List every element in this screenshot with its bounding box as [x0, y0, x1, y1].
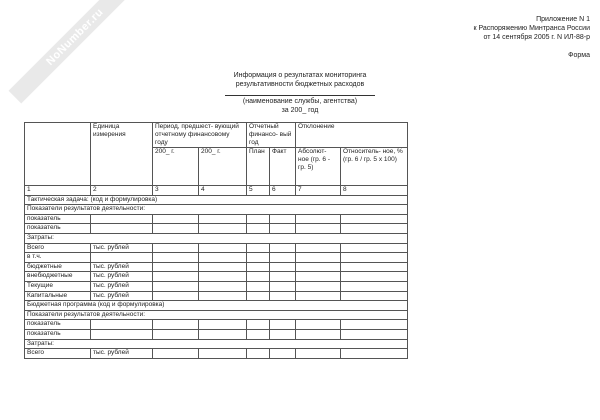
appendix-reference: [473, 15, 590, 42]
row-unit: [91, 329, 153, 339]
col-num: 2: [91, 186, 153, 196]
header-relative: Относитель- ное, % (гр. 6 / гр. 5 x 100): [341, 148, 408, 186]
value-cell[interactable]: [341, 243, 408, 253]
section-row: [25, 339, 408, 349]
value-cell[interactable]: [270, 272, 296, 282]
value-cell[interactable]: [247, 320, 270, 330]
value-cell[interactable]: [247, 272, 270, 282]
value-cell[interactable]: [247, 329, 270, 339]
table-row: [25, 224, 408, 234]
agency-name-blank: [225, 95, 375, 96]
column-number-row: [25, 186, 408, 196]
value-cell[interactable]: [341, 349, 408, 359]
value-cell[interactable]: [296, 349, 341, 359]
value-cell[interactable]: [153, 253, 199, 263]
value-cell[interactable]: [199, 224, 247, 234]
value-cell[interactable]: [270, 214, 296, 224]
row-label: показатель: [25, 329, 91, 339]
row-label: показатель: [25, 320, 91, 330]
monitoring-table: [24, 122, 408, 359]
value-cell[interactable]: [341, 320, 408, 330]
value-cell[interactable]: [270, 349, 296, 359]
value-cell[interactable]: [199, 214, 247, 224]
value-cell[interactable]: [199, 253, 247, 263]
year-line: за 200_ год: [281, 107, 319, 114]
value-cell[interactable]: [199, 320, 247, 330]
table-row: [25, 272, 408, 282]
document-title: [200, 71, 400, 89]
section-row: [25, 301, 408, 311]
value-cell[interactable]: [199, 243, 247, 253]
header-fact: Факт: [270, 148, 296, 186]
col-num: 3: [153, 186, 199, 196]
value-cell[interactable]: [296, 243, 341, 253]
value-cell[interactable]: [153, 320, 199, 330]
value-cell[interactable]: [341, 262, 408, 272]
value-cell[interactable]: [270, 243, 296, 253]
value-cell[interactable]: [199, 291, 247, 301]
table-row: [25, 253, 408, 263]
value-cell[interactable]: [199, 262, 247, 272]
row-unit: тыс. рублей: [91, 291, 153, 301]
value-cell[interactable]: [153, 329, 199, 339]
value-cell[interactable]: [247, 349, 270, 359]
col-num: 6: [270, 186, 296, 196]
section-row: [25, 310, 408, 320]
row-unit: тыс. рублей: [91, 262, 153, 272]
row-label: бюджетные: [25, 262, 91, 272]
value-cell[interactable]: [270, 253, 296, 263]
section-label: Затраты:: [25, 339, 408, 349]
title-line: результативности бюджетных расходов: [235, 81, 365, 88]
table-row: [25, 349, 408, 359]
value-cell[interactable]: [153, 224, 199, 234]
value-cell[interactable]: [247, 214, 270, 224]
row-label: в т.ч.: [25, 253, 91, 263]
header-row: [25, 123, 408, 148]
form-label: Форма: [568, 52, 590, 59]
value-cell[interactable]: [341, 291, 408, 301]
value-cell[interactable]: [247, 291, 270, 301]
header-indicator: [25, 123, 91, 186]
value-cell[interactable]: [153, 349, 199, 359]
value-cell[interactable]: [247, 262, 270, 272]
header-absolute: Абсолют- ное (гр. 6 - гр. 5): [296, 148, 341, 186]
header-report-year: Отчетный финансо- вый год: [247, 123, 296, 148]
title-line: Информация о результатах мониторинга: [233, 72, 367, 79]
value-cell[interactable]: [296, 329, 341, 339]
header-unit: Единица измерения: [91, 123, 153, 186]
value-cell[interactable]: [153, 214, 199, 224]
value-cell[interactable]: [270, 320, 296, 330]
value-cell[interactable]: [153, 243, 199, 253]
value-cell[interactable]: [296, 224, 341, 234]
table-body: [25, 195, 408, 358]
table-row: [25, 320, 408, 330]
table-row: [25, 214, 408, 224]
value-cell[interactable]: [296, 214, 341, 224]
appendix-line: к Распоряжению Минтранса России: [473, 25, 590, 32]
section-row: [25, 205, 408, 215]
col-num: 7: [296, 186, 341, 196]
value-cell[interactable]: [296, 281, 341, 291]
row-unit: тыс. рублей: [91, 243, 153, 253]
value-cell[interactable]: [270, 291, 296, 301]
agency-caption: (наименование службы, агентства): [242, 98, 358, 105]
value-cell[interactable]: [270, 329, 296, 339]
watermark: NoNumber.ru: [9, 0, 142, 103]
value-cell[interactable]: [296, 253, 341, 263]
row-unit: [91, 224, 153, 234]
value-cell[interactable]: [270, 224, 296, 234]
table-row: [25, 262, 408, 272]
header-year2: 200_ г.: [199, 148, 247, 186]
row-label: Всего: [25, 243, 91, 253]
section-label: Показатели результатов деятельности:: [25, 205, 408, 215]
section-row: [25, 233, 408, 243]
section-label: Затраты:: [25, 233, 408, 243]
value-cell[interactable]: [341, 329, 408, 339]
value-cell[interactable]: [153, 272, 199, 282]
value-cell[interactable]: [199, 349, 247, 359]
row-label: Текущие: [25, 281, 91, 291]
table-row: [25, 243, 408, 253]
value-cell[interactable]: [341, 253, 408, 263]
value-cell[interactable]: [296, 262, 341, 272]
value-cell[interactable]: [247, 243, 270, 253]
row-unit: [91, 253, 153, 263]
value-cell[interactable]: [296, 320, 341, 330]
header-deviation: Отклонение: [296, 123, 408, 148]
appendix-line: Приложение N 1: [536, 16, 590, 23]
value-cell[interactable]: [199, 272, 247, 282]
row-unit: тыс. рублей: [91, 349, 153, 359]
row-label: Всего: [25, 349, 91, 359]
col-num: 8: [341, 186, 408, 196]
col-num: 5: [247, 186, 270, 196]
row-unit: [91, 320, 153, 330]
header-plan: План: [247, 148, 270, 186]
value-cell[interactable]: [341, 224, 408, 234]
value-cell[interactable]: [199, 281, 247, 291]
value-cell[interactable]: [247, 224, 270, 234]
row-unit: [91, 214, 153, 224]
section-row: [25, 195, 408, 205]
table-row: [25, 329, 408, 339]
value-cell[interactable]: [341, 214, 408, 224]
table-row: [25, 291, 408, 301]
header-year1: 200_ г.: [153, 148, 199, 186]
appendix-line: от 14 сентября 2005 г. N ИЛ-88-р: [483, 34, 590, 41]
value-cell[interactable]: [296, 291, 341, 301]
value-cell[interactable]: [270, 281, 296, 291]
value-cell[interactable]: [341, 272, 408, 282]
value-cell[interactable]: [247, 281, 270, 291]
value-cell[interactable]: [153, 262, 199, 272]
value-cell[interactable]: [199, 329, 247, 339]
value-cell[interactable]: [153, 291, 199, 301]
col-num: 1: [25, 186, 91, 196]
row-unit: тыс. рублей: [91, 272, 153, 282]
title-caption: [200, 97, 400, 115]
value-cell[interactable]: [153, 281, 199, 291]
value-cell[interactable]: [270, 262, 296, 272]
value-cell[interactable]: [341, 281, 408, 291]
row-unit: тыс. рублей: [91, 281, 153, 291]
row-label: показатель: [25, 224, 91, 234]
table-row: [25, 281, 408, 291]
header-prev-period: Период, предшест- вующий отчетному финансовому году: [153, 123, 247, 148]
section-label: Тактическая задача: (код и формулировка): [25, 195, 408, 205]
col-num: 4: [199, 186, 247, 196]
row-label: внебюджетные: [25, 272, 91, 282]
value-cell[interactable]: [247, 253, 270, 263]
row-label: показатель: [25, 214, 91, 224]
row-label: Капитальные: [25, 291, 91, 301]
section-label: Бюджетная программа (код и формулировка): [25, 301, 408, 311]
value-cell[interactable]: [296, 272, 341, 282]
section-label: Показатели результатов деятельности:: [25, 310, 408, 320]
